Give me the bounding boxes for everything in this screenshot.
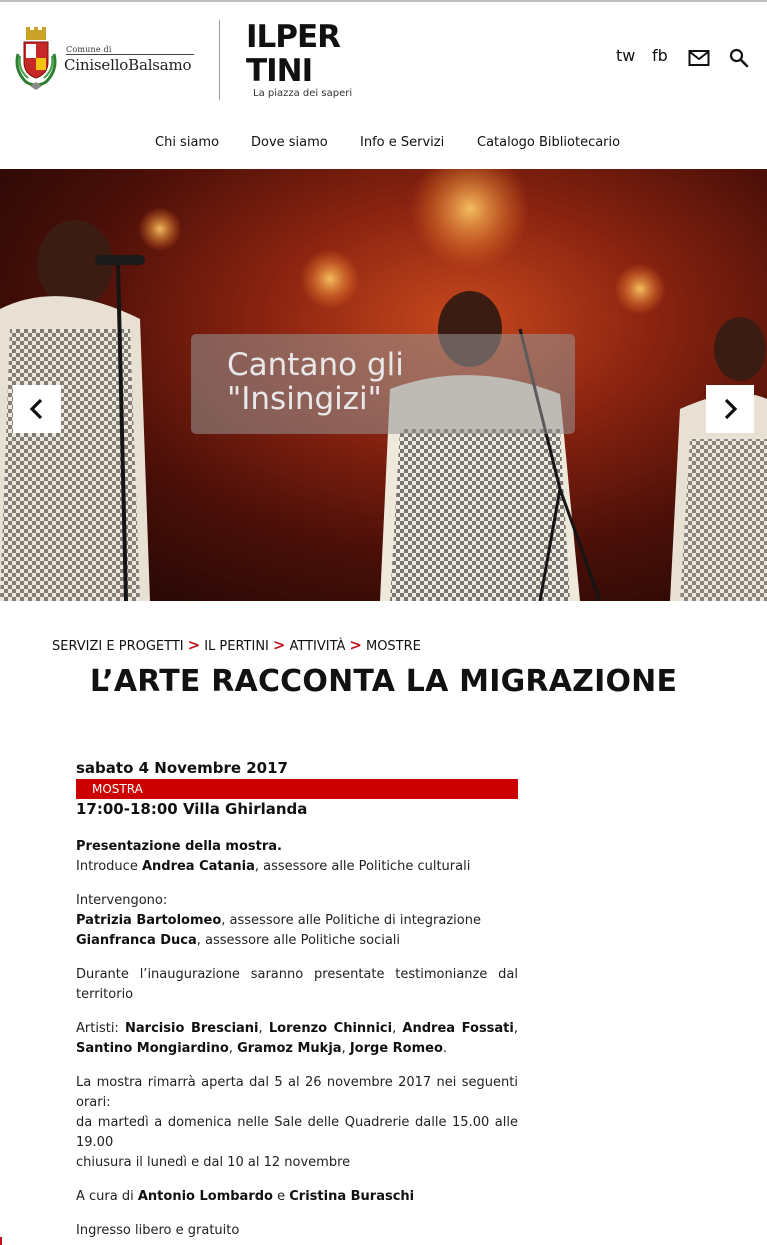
slider-next-button[interactable] xyxy=(706,385,754,433)
speakers-label: Intervengono: xyxy=(76,893,168,908)
breadcrumb-item-mostre: MOSTRE xyxy=(365,639,421,654)
curator-name: Antonio Lombardo xyxy=(137,1189,273,1204)
curated-and: e xyxy=(272,1189,290,1204)
artist-name: Andrea Fossati xyxy=(402,1021,514,1036)
hero-caption[interactable] xyxy=(191,334,575,434)
chevron-right-icon xyxy=(718,397,742,421)
breadcrumb-separator: > xyxy=(272,636,286,654)
curated-prefix: A cura di xyxy=(76,1189,138,1204)
speaker-role: , assessore alle Politiche di integrazione xyxy=(221,913,481,928)
breadcrumb-item-pertini[interactable]: IL PERTINI xyxy=(204,639,269,654)
nav-chi-siamo[interactable]: Chi siamo xyxy=(155,135,220,150)
slider-prev-button[interactable] xyxy=(13,385,61,433)
artists-label: Artisti: xyxy=(76,1021,126,1036)
nav-dove-siamo[interactable]: Dove siamo xyxy=(251,135,328,150)
mail-icon[interactable] xyxy=(688,47,710,69)
chevron-left-icon xyxy=(25,397,49,421)
introduce-role: , assessore alle Politiche culturali xyxy=(254,859,471,874)
brand-tagline: La piazza dei saperi xyxy=(253,88,353,99)
event-date: sabato 4 Novembre 2017 xyxy=(76,759,288,777)
artists-paragraph: Artisti: Narcisio Bresciani, Lorenzo Chinnici, Andrea Fossati, Santino Mongiardino, Gramoz Mukja, Jorge Romeo. xyxy=(76,1021,518,1056)
breadcrumb-item-servizi[interactable]: SERVIZI E PROGETTI xyxy=(52,639,184,654)
speaker-name: Gianfranca Duca xyxy=(76,933,197,948)
artist-name: Jorge Romeo xyxy=(349,1041,443,1056)
comune-label[interactable]: CiniselloBalsamo xyxy=(64,56,192,74)
entry-paragraph: Ingresso libero e gratuito xyxy=(76,1223,240,1238)
comune-divider xyxy=(66,54,194,55)
opening-dates: La mostra rimarrà aperta dal 5 al 26 novembre 2017 nei seguenti orari: xyxy=(76,1075,518,1110)
event-details xyxy=(76,759,518,1241)
comune-label-small: Comune di xyxy=(66,45,112,54)
hero-caption-text xyxy=(227,348,404,416)
event-time-location: 17:00-18:00 Villa Ghirlanda xyxy=(76,800,308,818)
presentation-paragraph xyxy=(76,837,518,877)
speakers-paragraph xyxy=(76,891,518,951)
artist-name: Gramoz Mukja xyxy=(237,1041,342,1056)
brand-line-1[interactable]: ILPER xyxy=(246,19,341,55)
artist-name: Lorenzo Chinnici xyxy=(268,1021,393,1036)
curators-paragraph xyxy=(76,1187,518,1207)
breadcrumb-separator: > xyxy=(187,636,201,654)
curator-name: Cristina Buraschi xyxy=(289,1189,415,1204)
speaker-role: , assessore alle Politiche sociali xyxy=(196,933,401,948)
main-nav xyxy=(0,112,767,169)
hero-caption-line-2: "Insingizi" xyxy=(227,381,382,417)
artist-name: Narcisio Bresciani xyxy=(125,1021,259,1036)
facebook-link[interactable]: fb xyxy=(652,46,668,65)
opening-hours: da martedì a domenica nelle Sale delle Quadrerie dalle 15.00 alle 19.00 xyxy=(76,1115,518,1150)
breadcrumb-separator: > xyxy=(349,636,362,654)
introduce-prefix: Introduce xyxy=(76,859,142,874)
page-title: L’ARTE RACCONTA LA MIGRAZIONE xyxy=(89,664,678,699)
search-icon[interactable] xyxy=(728,47,750,69)
crest-icon[interactable] xyxy=(12,26,60,92)
site-header xyxy=(0,2,767,112)
presentation-title: Presentazione della mostra. xyxy=(76,839,282,854)
nav-catalogo[interactable]: Catalogo Bibliotecario xyxy=(477,135,621,150)
inauguration-paragraph: Durante l’inaugurazione saranno presentate testimonianze dal territorio xyxy=(76,967,518,1002)
introduce-name: Andrea Catania xyxy=(141,859,255,874)
opening-hours-paragraph xyxy=(76,1073,518,1173)
breadcrumb xyxy=(52,636,421,654)
breadcrumb-item-attivita[interactable]: ATTIVITÀ xyxy=(289,639,346,654)
hero-caption-line-1: Cantano gli xyxy=(227,347,404,383)
nav-info-servizi[interactable]: Info e Servizi xyxy=(360,135,445,150)
scroll-marker xyxy=(0,1237,2,1245)
logo-divider xyxy=(219,20,220,100)
hero-slider[interactable] xyxy=(0,169,767,601)
twitter-link[interactable]: tw xyxy=(616,46,636,65)
speaker-name: Patrizia Bartolomeo xyxy=(76,913,222,928)
brand-line-2[interactable]: TINI xyxy=(246,53,313,89)
artist-name: Santino Mongiardino xyxy=(76,1041,229,1056)
closing-days: chiusura il lunedì e dal 10 al 12 novembre xyxy=(76,1155,351,1170)
event-category-badge: MOSTRA xyxy=(76,779,518,799)
